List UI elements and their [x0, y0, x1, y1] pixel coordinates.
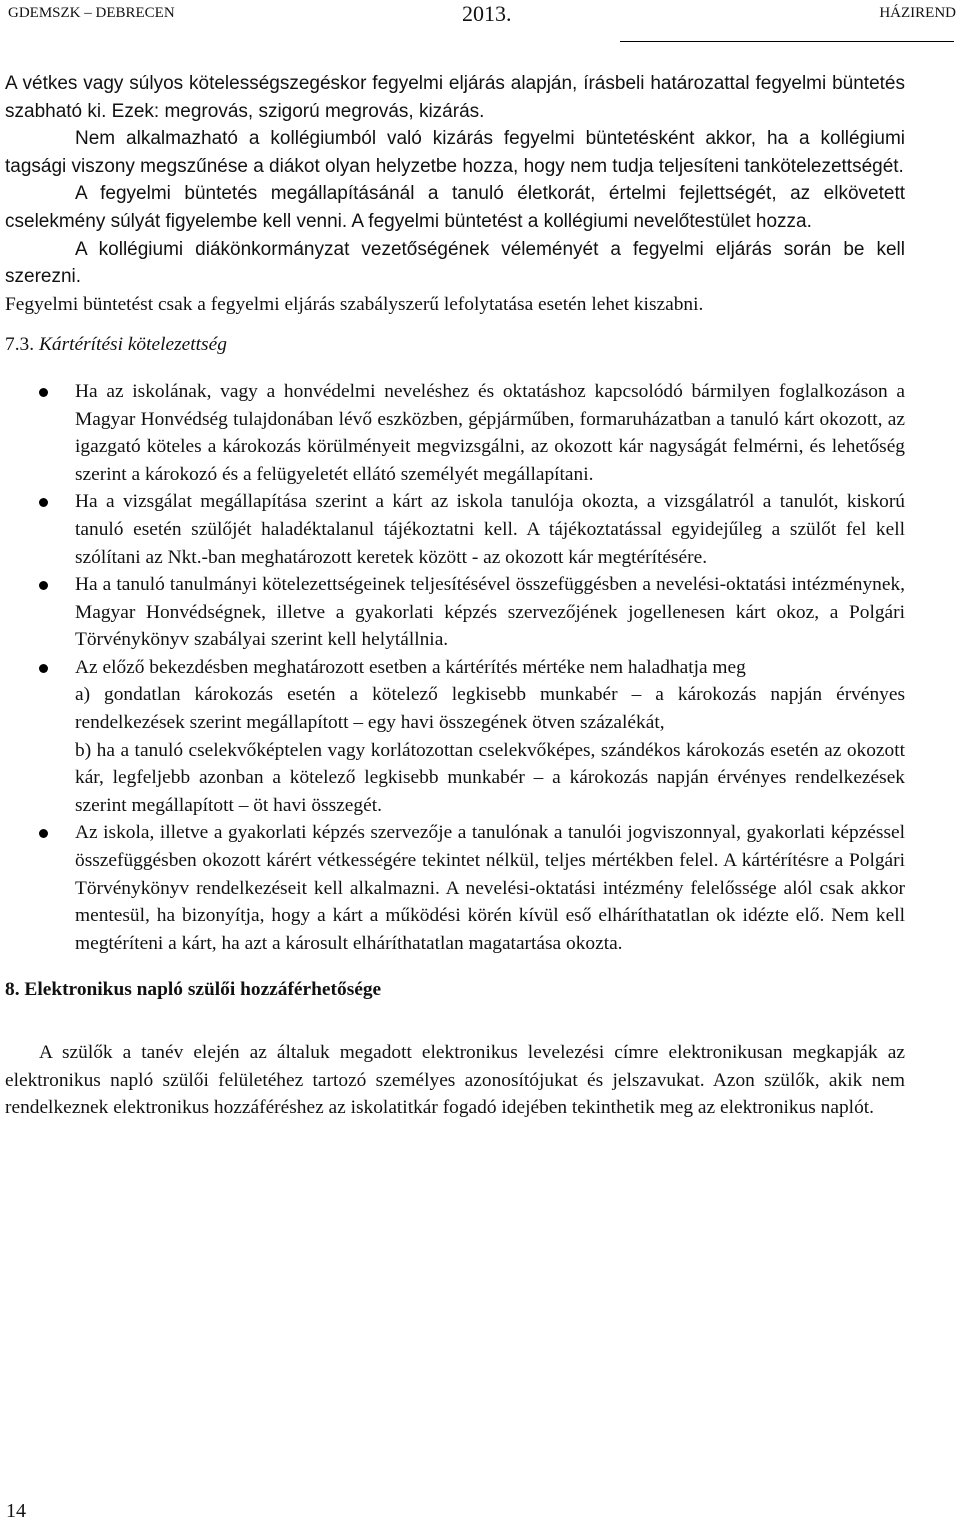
bullet-icon [39, 664, 48, 673]
paragraph-student-council: A kollégiumi diákönkormányzat vezetőségének véleményét a fegyelmi eljárás során be kell szerezni. [5, 238, 905, 288]
list-item [5, 488, 905, 571]
section-heading: 8. Elektronikus napló szülői hozzáférhetősége [5, 979, 382, 1001]
bullet-icon [39, 388, 48, 397]
list-item [5, 571, 905, 654]
bullet-icon [39, 581, 48, 590]
header-title: HÁZIREND [879, 5, 956, 21]
paragraph-exclusion: Nem alkalmazható a kollégiumból való kizárás fegyelmi büntetésként akkor, ha a kollégiumi tagsági viszony megszűnése a diákot olyan helyzetbe hozza, hogy nem tudja teljesíteni tankötelezettségét. [5, 128, 905, 177]
header-year: 2013. [462, 1, 512, 26]
list-item-subpoint-a: a) gondatlan károkozás esetén a kötelező legkisebb munkabér – a károkozás napján érvényes rendelkezések szerint megállapított – egy havi összegének ötven százalékát, [75, 684, 905, 734]
liability-list [5, 378, 905, 957]
list-item [5, 378, 905, 488]
subsection-heading [5, 331, 905, 359]
subsection-title: Kártérítési kötelezettség [38, 334, 227, 356]
document-body [5, 70, 905, 1122]
list-item [5, 819, 905, 957]
header-rule [620, 41, 954, 42]
list-item-text: Az iskola, illetve a gyakorlati képzés szervezője a tanulónak a tanulói jogviszonnyal, gyakorlati képzéssel összefüggésben okozott kárért vétkességére tekintet nélkül, teljes mértékben felel. A kártérítésre a Polgári Törvénykönyv rendelkezéseit kell alkalmazni. A nevelési-oktatási intézmény felelőssége alól csak akkor mentesül, ha bizonyítja, hogy a kárt a működési körén kívül eső elháríthatatlan ok idézte elő. Nem kell megtéríteni a kárt, ha azt a károsult elháríthatatlan magatartása okozta. [75, 822, 905, 954]
list-item [5, 654, 905, 820]
paragraph-penalty-determination: A fegyelmi büntetés megállapításánál a tanuló életkorát, értelmi fejlettségét, az elkövetett cselekmény súlyát figyelembe kell venni. A fegyelmi büntetést a kollégiumi nevelőtestület hozza. [5, 183, 905, 232]
header-school: GDEMSZK – DEBRECEN [8, 5, 175, 21]
bullet-icon [39, 498, 48, 507]
list-item-text: Ha a vizsgálat megállapítása szerint a kárt az iskola tanulója okozta, a vizsgálatról a tanulót, kiskorú tanuló esetén szülőjét haladéktalanul tájékoztatni kell. A tájékoztatással egyidejűleg a szülőt fel kell szólítani az Nkt.-ban meghatározott keretek között - az okozott kár megtérítésére. [75, 491, 905, 568]
bullet-icon [39, 829, 48, 838]
list-item-text: Ha az iskolának, vagy a honvédelmi neveléshez és oktatáshoz kapcsolódó bármilyen foglalkozáson a Magyar Honvédség tulajdonában lévő eszközben, gépjárműben, formaruházatban a tanuló kárt okozott, az igazgató köteles a károkozás körülményeit megvizsgálni, az okozott kár nagyságát felmérni, és lehetőség szerint a károkozó és a felügyeletét ellátó személyét megállapítani. [75, 380, 905, 485]
paragraph-disciplinary-penalty: A vétkes vagy súlyos kötelességszegéskor fegyelmi eljárás alapján, írásbeli határozattal fegyelmi büntetés szabható ki. Ezek: megrovás, szigorú megrovás, kizárás. [5, 73, 905, 122]
paragraph-electronic-diary: A szülők a tanév elején az általuk megadott elektronikus levelezési címre elektronikusan megkapják az elektronikus napló szülői felületéhez tartozó személyes azonosítójukat és jelszavukat. Azon szülők, akik nem rendelkeznek elektronikus hozzáféréshez az iskolatitkár fogadó idejében tekinthetik meg az elektronikus naplót. [5, 1042, 905, 1119]
list-item-subpoint-b: b) ha a tanuló cselekvőképtelen vagy korlátozottan cselekvőképes, szándékos károkozás esetén az okozott kár, legfeljebb azonban a kötelező legkisebb munkabér – a károkozás napján érvényes rendelkezések szerint megállapított – öt havi összegét. [75, 739, 905, 816]
page-number: 14 [6, 1500, 26, 1522]
subsection-number: 7.3. [5, 334, 35, 356]
list-item-text: Ha a tanuló tanulmányi kötelezettségeinek teljesítésével összefüggésben a nevelési-oktatási intézménynek, Magyar Honvédségnek, illetve a gyakorlati képzés szervezőjének jogellenesen kárt okoz, a Polgári Törvénykönyv szabályai szerint kell helytállnia. [75, 574, 905, 651]
list-item-intro: Az előző bekezdésben meghatározott esetben a kártérítés mértéke nem haladhatja meg [75, 656, 746, 678]
page-header [8, 0, 956, 30]
paragraph-procedure: Fegyelmi büntetést csak a fegyelmi eljárás szabályszerű lefolytatása esetén lehet kiszabni. [5, 293, 704, 315]
